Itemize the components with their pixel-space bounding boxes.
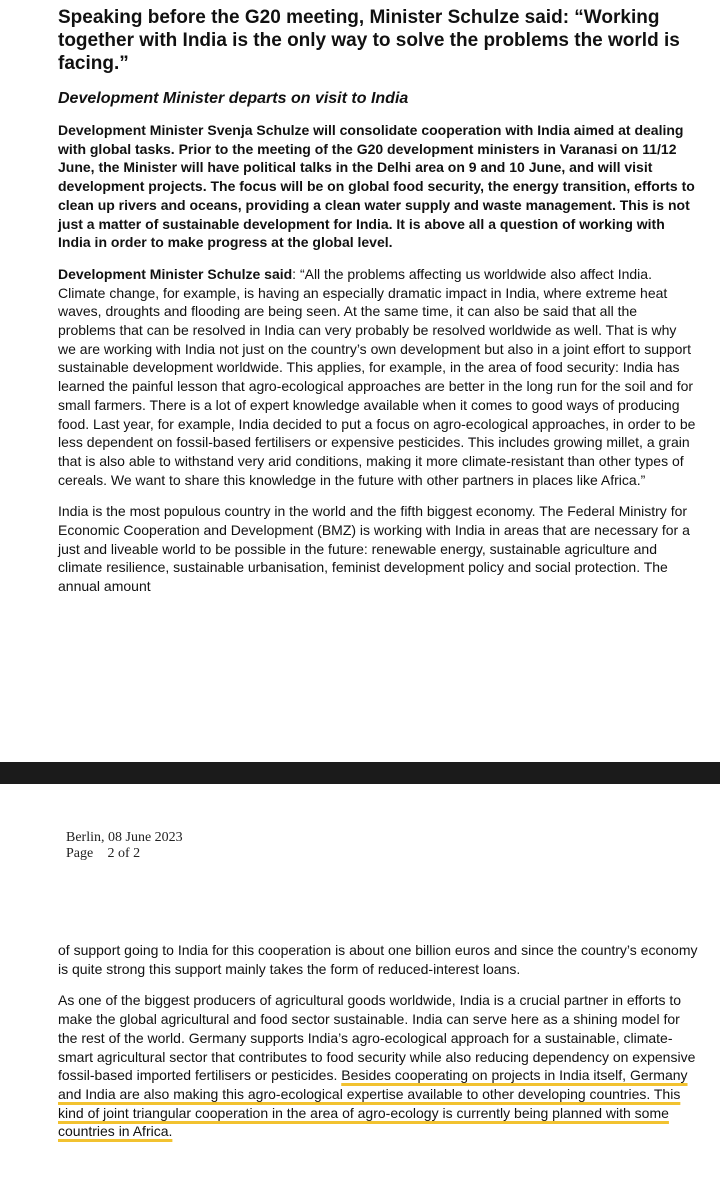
highlighted-text: Besides cooperating on projects in India itself, Germany and India are also making this agro-ecological expertise available to other developing countries. This kind of joint triangular cooperation in the area of agro-ecology is currently being planned with some countries in Africa. — [58, 1067, 688, 1140]
document-page-1 — [58, 6, 698, 596]
document-page-2 — [58, 941, 698, 1141]
date-line: Berlin, 08 June 2023 — [66, 830, 183, 845]
page-value: 2 of 2 — [107, 846, 141, 861]
agriculture-text: As one of the biggest producers of agricultural goods worldwide, India is a crucial partner in efforts to make the global agricultural and food sector sustainable. India can serve here as a shining model for the rest of the world. Germany supports India’s agro-ecological approach for a sustainable, climate-smart agricultural sector that contributes to food security while also reducing dependency on expensive fossil-based imported fertilisers or pesticides. — [58, 992, 696, 1084]
page-number-line — [66, 846, 183, 862]
body-paragraph-agriculture — [58, 991, 698, 1141]
quote-label: Development Minister Schulze said — [58, 265, 293, 282]
quote-paragraph — [58, 265, 698, 489]
quote-text: : “All the problems affecting us worldwide also affect India. Climate change, for example, is having an especially dramatic impact in India, where extreme heat waves, droughts and flooding are being seen. At the same time, it can also be said that all the problems that can be resolved in India can very probably be resolved worldwide as well. That is why we are working with India not just on the country’s own development but also in a joint effort to support sustainable development worldwide. This applies, for example, in the area of food security: India has learned the painful lesson that agro-ecological approaches are better in the long run for the soil and for small farmers. There is a lot of expert knowledge available when it comes to good ways of producing food. Last year, for example, India decided to put a focus on agro-ecological approaches, in order to be less dependent on fossil-based fertilisers or expensive pesticides. This includes growing millet, a grain that is also able to withstand very arid conditions, making it more climate-resistant than other types of cereals. We want to share this knowledge in the future with other partners in places like Africa.” — [58, 265, 696, 488]
headline: Speaking before the G20 meeting, Minister Schulze said: “Working together with India is the only way to solve the problems the world is facing.” — [58, 7, 680, 74]
lead-paragraph: Development Minister Svenja Schulze will consolidate cooperation with India aimed at dealing with global tasks. Prior to the meeting of the G20 development ministers in Varanasi on 11/12 June, the Minister will have political talks in the Delhi area on 9 and 10 June, and will visit development projects. The focus will be on global food security, the energy transition, efforts to clean up rivers and oceans, providing a clean water supply and waste management. This is not just a matter of sustainable development for India. It is above all a question of working with India in order to make progress at the global level. — [58, 122, 695, 251]
body-paragraph-bmz: India is the most populous country in the world and the fifth biggest economy. The Federal Ministry for Economic Cooperation and Development (BMZ) is working with India in areas that are necessary for a just and liveable world to be possible in the future: renewable energy, sustainable agriculture and climate resilience, sustainable urbanisation, feminist development policy and social protection. The annual amount — [58, 503, 690, 595]
page-footer — [66, 830, 183, 862]
page-label: Page — [66, 846, 94, 861]
body-paragraph-support: of support going to India for this cooperation is about one billion euros and since the country’s economy is quite strong this support mainly takes the form of reduced-interest loans. — [58, 942, 698, 977]
page-divider — [0, 762, 720, 784]
subheadline: Development Minister departs on visit to India — [58, 90, 409, 107]
